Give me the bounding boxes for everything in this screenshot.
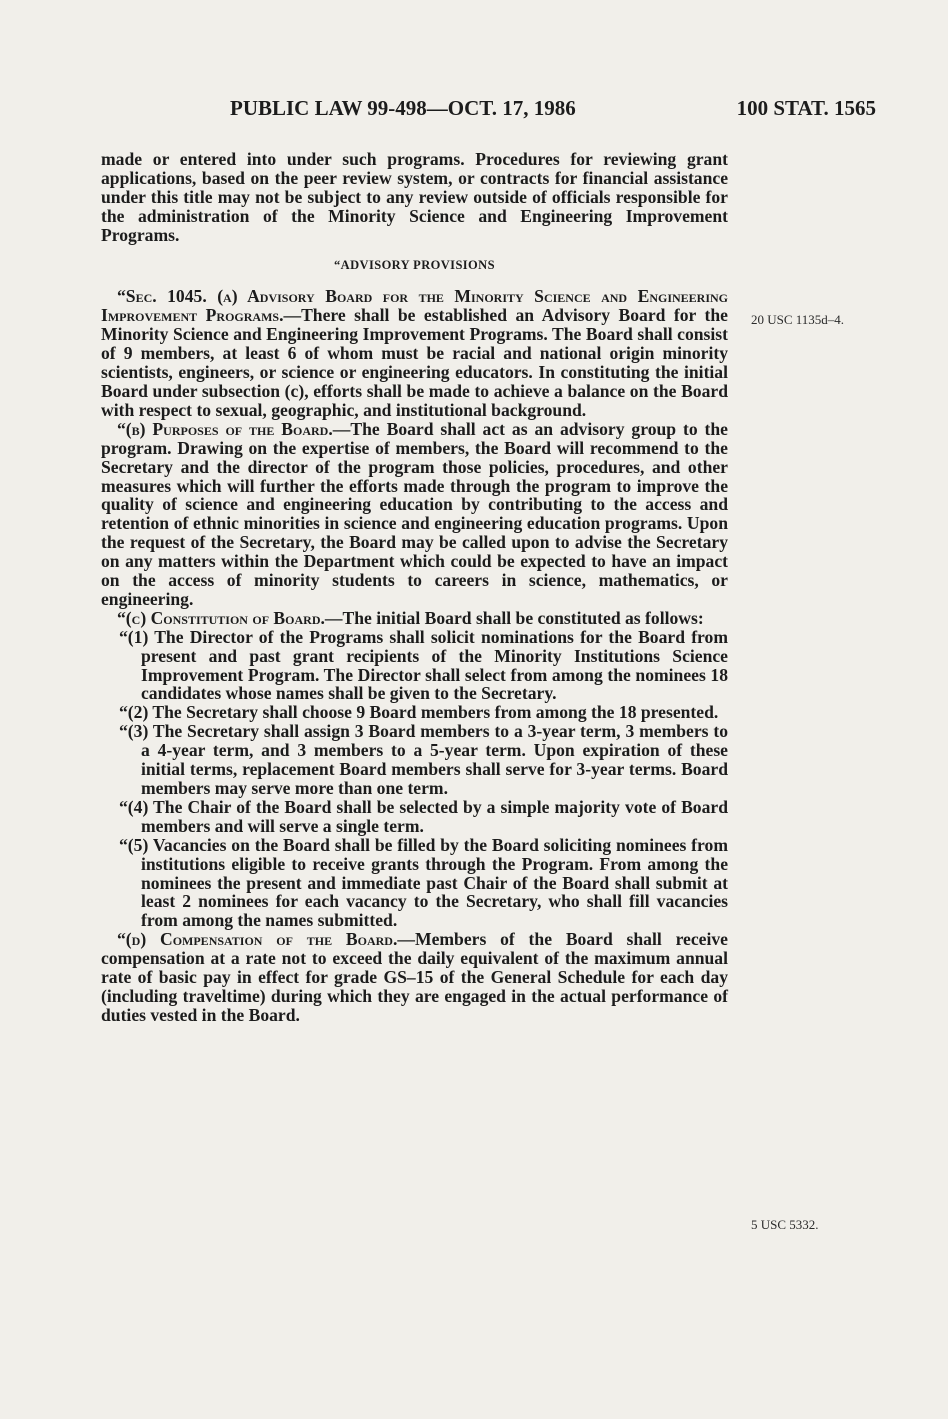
list-item: “(2) The Secretary shall choose 9 Board members from among the 18 presented. [119,702,719,723]
body-text [101,150,728,1025]
margin-note-citation: 5 USC 5332. [751,1217,819,1232]
paragraph: made or entered into under such programs. Procedures for reviewing grant applications, based on the peer review system, or contracts for financial assistance under this title may not be subject to any review outside of officials responsible for the administration of the Minority Science and Engineering Improvement Programs. [101,149,728,245]
header-title: PUBLIC LAW 99-498—OCT. 17, 1986 [230,96,576,120]
subsection-heading: “Sec. 1045. (a) Advisory Board for the Minority Science and Engineering Improvement Programs. [101,286,728,326]
list-item: “(3) The Secretary shall assign 3 Board members to a 3-year term, 3 members to a 4-year term, and 3 members to a 5-year term. Upon expiration of these initial terms, replacement Board members shall serve for 3-year terms. Board members may serve more than one term. [119,721,728,798]
header-page-number: 100 STAT. 1565 [736,96,876,120]
subsection-heading: “(d) Compensation of the Board. [117,929,398,950]
paragraph [101,609,728,628]
page-header [230,96,876,126]
section-heading: “ADVISORY PROVISIONS [334,257,495,272]
subsection-text: —There shall be established an Advisory Board for the Minority Science and Engineering Improvement Programs. The Board shall consist of 9 members, at least 6 of whom must be racial and national origin minority scientists, engineers, or science or engineering educators. In constituting the initial Board under subsection (c), efforts shall be made to achieve a balance on the Board with respect to sexual, geographic, and institutional background. [101,305,728,420]
subsection-heading: “(c) Constitution of Board. [117,607,325,628]
subsection-heading: “(b) Purposes of the Board. [117,418,333,439]
list-item: “(5) Vacancies on the Board shall be filled by the Board soliciting nominees from institutions eligible to receive grants through the Program. From among the nominees the present and immediate past Chair of the Board shall submit at least 2 nominees for each vacancy to the Secretary, who shall fill vacancies from among the names submitted. [119,834,728,931]
list-item: “(4) The Chair of the Board shall be selected by a simple majority vote of Board members and will serve a single term. [119,796,728,836]
subsection-text: —The Board shall act as an advisory group to the program. Drawing on the expertise of members, the Board will recommend to the Secretary and the director of the program those policies, procedures, and other measures which will further the efforts made through the program to improve the quality of science and engineering education by contributing to the access and retention of ethnic minorities in science and engineering education programs. Upon the request of the Secretary, the Board may be called upon to advise the Secretary on any matters within the Department which could be expected to have an impact on the access of minority students to careers in science, mathematics, or engineering. [101,418,728,609]
paragraph [101,287,728,419]
paragraph [101,420,728,609]
list-item: “(1) The Director of the Programs shall solicit nominations for the Board from present and past grant recipients of the Minority Institutions Science Improvement Program. The Director shall select from among the nominees 18 candidates whose names shall be given to the Secretary. [119,626,728,704]
margin-note-citation: 20 USC 1135d–4. [751,312,845,327]
subsection-text: —Members of the Board shall receive compensation at a rate not to exceed the daily equivalent of the maximum annual rate of basic pay in effect for grade GS–15 of the General Schedule for each day (including traveltime) during which they are engaged in the actual performance of duties vested in the Board. [101,929,728,1025]
subsection-text: —The initial Board shall be constituted as follows: [324,607,704,628]
paragraph [101,930,728,1025]
